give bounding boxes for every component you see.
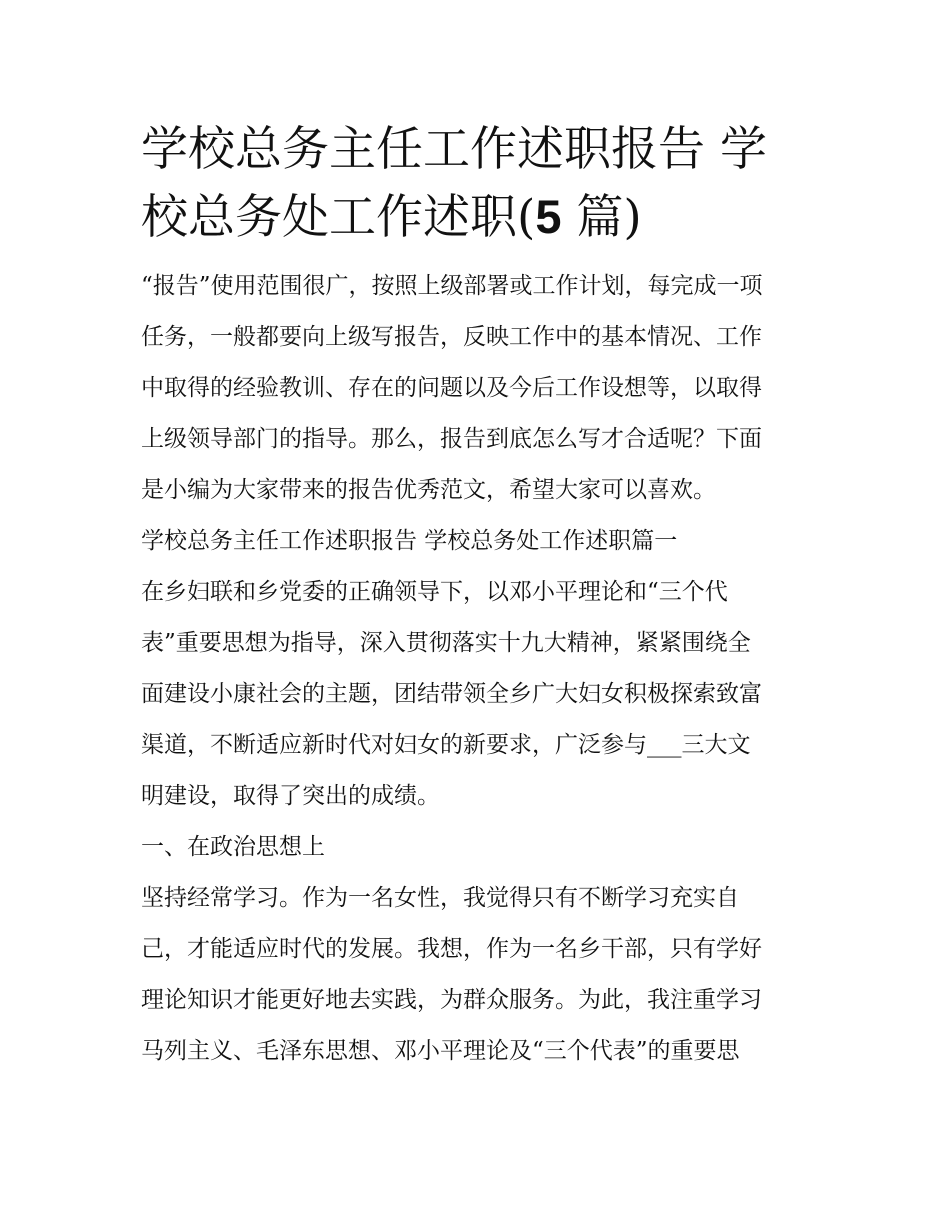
intro-line: 是小编为大家带来的报告优秀范文，希望大家可以喜欢。: [141, 477, 716, 503]
paragraph-line: 渠道，不断适应新时代对妇女的新要求，广泛参与___三大文: [141, 732, 751, 758]
paragraph-line: 面建设小康社会的主题，团结带领全乡广大妇女积极探索致富: [141, 681, 762, 707]
intro-line: 中取得的经验教训、存在的问题以及今后工作设想等，以取得: [141, 375, 762, 401]
subsection-heading: 一、在政治思想上: [141, 834, 325, 860]
section-heading: 学校总务主任工作述职报告 学校总务处工作述职篇一: [141, 528, 678, 554]
title-line-2-prefix: 校总务处工作述职(: [141, 190, 536, 245]
paragraph-line: 己，才能适应时代的发展。我想，作为一名乡干部，只有学好: [141, 936, 762, 962]
intro-line: 任务，一般都要向上级写报告，反映工作中的基本情况、工作: [141, 324, 762, 350]
document-content: [141, 116, 813, 1077]
paragraph-line: 表”重要思想为指导，深入贯彻落实十九大精神，紧紧围绕全: [141, 630, 751, 656]
paragraph-line: 在乡妇联和乡党委的正确领导下，以邓小平理论和“三个代: [141, 579, 728, 605]
title-line-2-suffix: 篇): [561, 190, 642, 245]
paragraph-line: 明建设，取得了突出的成绩。: [141, 783, 440, 809]
paragraph-line: 马列主义、毛泽东思想、邓小平理论及“三个代表”的重要思: [141, 1038, 740, 1064]
paragraph-line: 坚持经常学习。作为一名女性，我觉得只有不断学习充实自: [141, 885, 739, 911]
intro-line: 上级领导部门的指导。那么，报告到底怎么写才合适呢？下面: [141, 426, 762, 452]
document-body: [141, 261, 813, 1077]
paragraph-line: 理论知识才能更好地去实践，为群众服务。为此，我注重学习: [141, 987, 762, 1013]
title-count: 5: [535, 190, 562, 243]
intro-line: “报告”使用范围很广，按照上级部署或工作计划，每完成一项: [141, 273, 763, 299]
document-title: [141, 116, 813, 251]
title-line-1: 学校总务主任工作述职报告 学: [141, 122, 767, 177]
